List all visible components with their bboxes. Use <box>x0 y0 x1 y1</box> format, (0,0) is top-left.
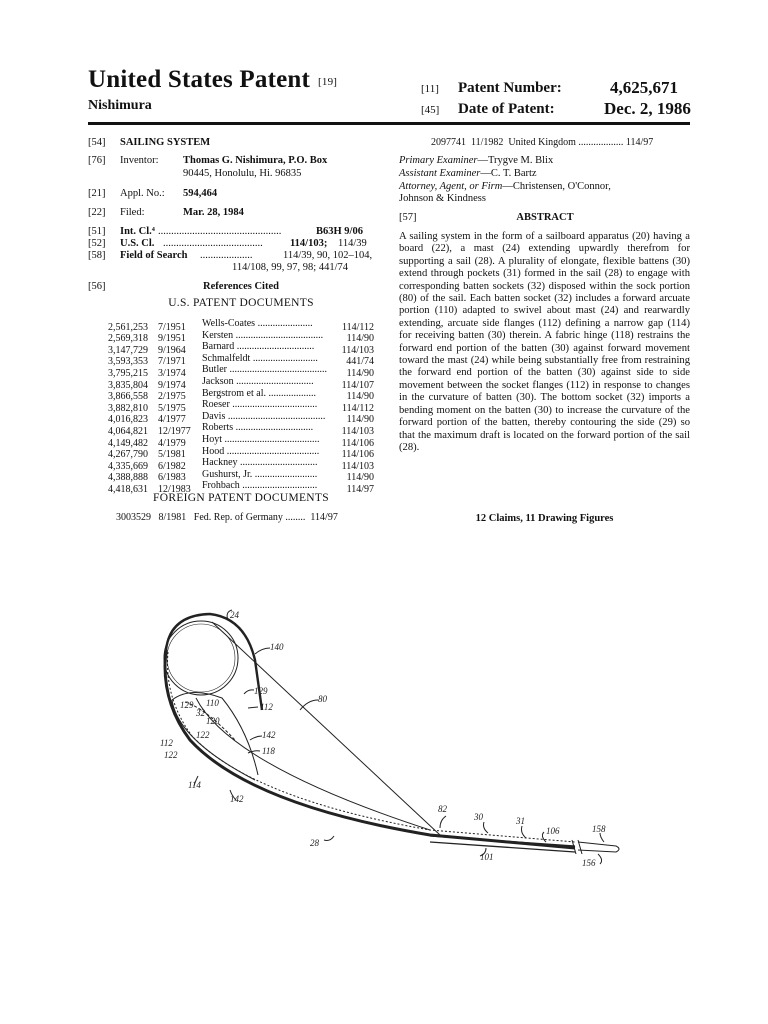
sail-leading-line <box>212 622 440 835</box>
field-58-code: [58] <box>88 250 106 261</box>
inventor-surname: Nishimura <box>88 98 152 113</box>
reference-numeral-122: 122 <box>196 730 210 740</box>
patent-number-label: Patent Number: <box>458 80 562 96</box>
inventor-line-2: 90445, Honolulu, Hi. 96835 <box>183 168 302 179</box>
citation-cls: 114/103 <box>341 460 374 472</box>
leader-82 <box>440 816 446 828</box>
citation-cls: 441/74 <box>346 356 374 368</box>
citation-num: 3,147,729 <box>108 344 148 356</box>
references-cited-heading: References Cited <box>203 281 279 292</box>
citation-date: 7/1971 <box>158 356 186 368</box>
citation-date: 4/1977 <box>158 414 186 426</box>
us-patent-documents-heading: U.S. PATENT DOCUMENTS <box>168 297 314 309</box>
citation-date: 5/1981 <box>158 449 186 461</box>
citation-cls: 114/90 <box>346 391 374 403</box>
citation-num: 3,866,558 <box>108 391 148 403</box>
field-22-label: Filed: <box>120 207 145 218</box>
reference-numeral-112: 112 <box>160 738 173 748</box>
citation-num: 3,835,804 <box>108 379 148 391</box>
attorney-line-2: Johnson & Kindness <box>399 193 486 204</box>
citation-name: Schmalfeldt .......................... <box>202 352 318 364</box>
citation-name: Gushurst, Jr. ......................... <box>202 468 318 480</box>
reference-numeral-140: 140 <box>270 642 284 652</box>
patent-number: 4,625,671 <box>610 78 678 97</box>
field-52-dots: ...................................... <box>163 238 263 249</box>
citation-cls: 114/97 <box>346 483 374 495</box>
patent-number-code: [11] <box>421 83 439 95</box>
citation-name: Hackney ............................... <box>202 457 318 469</box>
date-label: Date of Patent: <box>458 101 555 117</box>
leader-30 <box>484 822 489 833</box>
reference-numeral-122: 122 <box>164 750 178 760</box>
citation-cls: 114/103 <box>341 344 374 356</box>
reference-numeral-129: 129 <box>254 686 268 696</box>
citation-name: Barnard ............................... <box>202 341 315 353</box>
primary-examiner: Primary Examiner—Trygve M. Blix <box>399 155 554 166</box>
reference-numeral-118: 118 <box>262 746 275 756</box>
date-code: [45] <box>421 104 440 116</box>
reference-numeral-101: 101 <box>480 852 494 862</box>
attorney: Attorney, Agent, or Firm—Christensen, O'Connor, <box>399 181 611 192</box>
patent-title: United States Patent [19] <box>88 66 338 93</box>
leader-28 <box>324 836 334 841</box>
citation-name: Jackson ............................... <box>202 376 314 387</box>
reference-numeral-142: 142 <box>230 794 244 804</box>
field-51-dots: ............................................... <box>158 226 282 237</box>
claims-summary: 12 Claims, 11 Drawing Figures <box>475 513 614 524</box>
citation-date: 6/1983 <box>158 472 186 484</box>
field-76-label: Inventor: <box>120 155 159 166</box>
leader-140 <box>255 648 270 654</box>
citation-num: 2,561,253 <box>108 321 148 333</box>
abstract-text: A sailing system in the form of a sailboard apparatus (20) having a board (22), a mast (24) extending upwardly therefrom for supporting a sail (28). A plurality of elongate, flexible battens (30) extend through pockets (31) formed in the sail (28) to engage with corresponding batten sockets (32) disposed within the sock portion (80) of the sail. Each batten socket (32) includes a forward arcuate portion (110) adapted to swivel about mast (24) and rearwardly extending, arcuate side flanges (112) defining a narrow gap (114) for receiving batten (30) therein. A fabric hinge (118) restrains the forward end portion of the batten (30) against forward movement toward the mast (24) while being substantially free from restraining the forward end portion of the batten (30) against side to side movement between the socket flanges (112) in response to changes in the curvature of batten (30). The bottom socket (32) imports a bending moment on the batten (30) to increase the curvature of the forward portion of the batten, thereby contouring the side (29) so that the maximum draft is located on the forward portion of the sail (28). <box>399 231 690 453</box>
citation-name: Roberts ............................... <box>202 422 314 434</box>
citation-date: 3/1974 <box>158 367 186 379</box>
field-58-dots: .................... <box>200 250 253 261</box>
citation-cls: 114/107 <box>341 379 374 391</box>
citation-date: 4/1979 <box>158 437 186 449</box>
field-52-label: U.S. Cl. <box>120 238 155 249</box>
citation-num: 3,593,353 <box>108 356 148 368</box>
abstract-code: [57] <box>399 212 417 223</box>
citation-cls: 114/112 <box>341 321 374 333</box>
foreign-citation: 3003529 8/1981 Fed. Rep. of Germany ........ 114/97 <box>116 512 338 523</box>
leader-80 <box>300 700 318 710</box>
citation-num: 4,335,669 <box>108 460 148 472</box>
citation-date: 2/1975 <box>158 391 186 403</box>
field-22-code: [22] <box>88 207 106 218</box>
citation-cls: 114/90 <box>346 414 374 426</box>
patent-drawing-figure <box>0 590 768 890</box>
leader-129 <box>244 690 254 694</box>
field-of-search-value-2: 114/108, 99, 97, 98; 441/74 <box>232 262 348 273</box>
reference-numeral-120: 120 <box>206 716 220 726</box>
reference-numeral-80: 80 <box>318 694 327 704</box>
citation-cls: 114/106 <box>341 437 374 449</box>
reference-numeral-30: 30 <box>474 812 483 822</box>
assistant-examiner: Assistant Examiner—C. T. Bartz <box>399 168 537 179</box>
reference-numeral-106: 106 <box>546 826 560 836</box>
foreign-patent-documents-heading: FOREIGN PATENT DOCUMENTS <box>153 492 329 504</box>
citation-name: Bergstrom et al. ................... <box>202 387 316 399</box>
citation-num: 3,795,215 <box>108 367 148 379</box>
field-54: [54] SAILING SYSTEM <box>88 137 211 148</box>
field-56-code: [56] <box>88 281 106 292</box>
citation-name: Roeser .................................. <box>202 399 318 411</box>
citation-name: Hood ..................................... <box>202 445 320 457</box>
citation-name: Wells-Coates ...................... <box>202 318 313 329</box>
sail-hatching <box>168 652 576 842</box>
leader-112 <box>248 707 258 708</box>
filed-date: Mar. 28, 1984 <box>183 207 244 218</box>
reference-numeral-156: 156 <box>582 858 596 868</box>
citation-date: 7/1951 <box>158 321 186 333</box>
reference-numeral-158: 158 <box>592 824 606 834</box>
citation-date: 6/1982 <box>158 460 186 472</box>
socket-flange <box>172 700 255 780</box>
us-cl-value-2: 114/39 <box>338 238 367 249</box>
citation-num: 4,149,482 <box>108 437 148 449</box>
leader-156 <box>598 854 602 864</box>
citation-name: Davis ....................................... <box>202 410 326 422</box>
field-52-code: [52] <box>88 238 106 249</box>
reference-numeral-112: 112 <box>260 702 273 712</box>
sail-inner-line <box>196 698 430 830</box>
leader-158 <box>600 833 604 842</box>
citation-name: Butler ....................................... <box>202 364 327 376</box>
citation-date: 9/1964 <box>158 344 186 356</box>
abstract-heading: ABSTRACT <box>516 212 574 223</box>
field-76-code: [76] <box>88 155 106 166</box>
citation-cls: 114/90 <box>346 472 374 484</box>
citation-num: 4,388,888 <box>108 472 148 484</box>
reference-numeral-31: 31 <box>516 816 525 826</box>
leader-142 <box>250 736 262 740</box>
citation-date: 9/1951 <box>158 333 186 345</box>
citation-num: 4,418,631 <box>108 483 148 495</box>
citation-date: 12/1977 <box>158 425 191 437</box>
reference-numeral-110: 110 <box>206 698 219 708</box>
field-21-code: [21] <box>88 188 106 199</box>
reference-numeral-114: 114 <box>188 780 201 790</box>
citation-date: 5/1975 <box>158 402 186 414</box>
us-cl-value: 114/103; <box>290 238 328 249</box>
citation-date: 9/1974 <box>158 379 186 391</box>
leader-31 <box>522 826 527 838</box>
patent-date: Dec. 2, 1986 <box>604 99 691 118</box>
citation-num: 4,064,821 <box>108 425 148 437</box>
citation-cls: 114/112 <box>341 402 374 414</box>
header-rule <box>88 122 690 125</box>
mast-outline <box>164 621 238 695</box>
reference-numeral-28: 28 <box>310 838 319 848</box>
citation-date: 12/1983 <box>158 483 191 495</box>
field-of-search-value: 114/39, 90, 102–104, <box>283 250 373 261</box>
citation-cls: 114/103 <box>341 425 374 437</box>
citation-num: 3,882,810 <box>108 402 148 414</box>
inventor-line-1: Thomas G. Nishimura, P.O. Box <box>183 155 328 166</box>
citation-num: 4,267,790 <box>108 449 148 461</box>
citation-cls: 114/90 <box>346 333 374 345</box>
reference-numeral-82: 82 <box>438 804 447 814</box>
foreign-citation-2: 2097741 11/1982 United Kingdom .................. 114/97 <box>431 137 654 148</box>
citation-cls: 114/90 <box>346 367 374 379</box>
reference-numeral-129: 129 <box>180 700 194 710</box>
citation-num: 2,569,318 <box>108 333 148 345</box>
reference-numeral-24: 24 <box>230 610 239 620</box>
reference-numeral-32: 32 <box>196 708 205 718</box>
drawing-labels <box>160 610 606 868</box>
citation-name: Hoyt ...................................... <box>202 434 320 445</box>
batten-end <box>578 842 619 852</box>
field-51-label: Int. Cl.⁴ <box>120 226 155 237</box>
field-58-label: Field of Search <box>120 250 188 261</box>
citation-cls: 114/106 <box>341 449 374 461</box>
application-number: 594,464 <box>183 188 218 199</box>
citation-name: Kersten ................................... <box>202 329 324 341</box>
citation-num: 4,016,823 <box>108 414 148 426</box>
int-cl-value: B63H 9/06 <box>316 226 363 237</box>
citation-name: Frohbach .............................. <box>202 480 318 492</box>
field-21-label: Appl. No.: <box>120 188 165 199</box>
reference-numeral-142: 142 <box>262 730 276 740</box>
field-51-code: [51] <box>88 226 106 237</box>
